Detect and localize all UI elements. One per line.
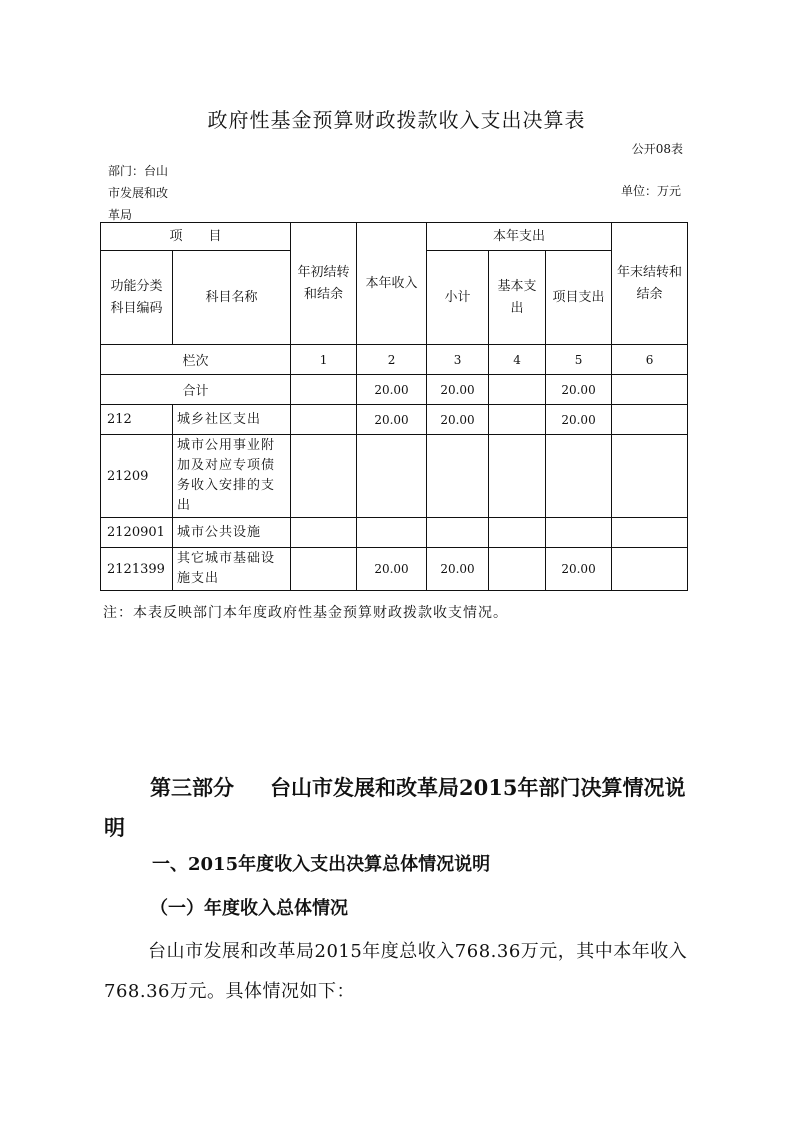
table-title: 政府性基金预算财政拨款收入支出决算表 [207,108,586,132]
col-number: 2 [357,345,427,375]
col-row-label: 栏次 [101,345,291,375]
fund-budget-table [100,222,688,591]
table-cell [612,435,688,518]
col-number: 3 [427,345,489,375]
table-cell [489,518,546,548]
table-cell: 20.00 [546,375,612,405]
section-title: 台山市发展和改革局2015年部门决算情况说明 [104,775,686,840]
header-end-balance: 年末结转和结余 [612,223,688,345]
body-paragraph: 台山市发展和改革局2015年度总收入768.36万元，其中本年收入768.36万元。具体情况如下： [104,941,688,1002]
department-label: 部门：台山市发展和改革局 [108,164,169,222]
form-number: 公开08表 [631,142,683,156]
table-cell: 20.00 [546,548,612,591]
row-code: 212 [101,405,173,435]
table-cell [291,375,357,405]
table-cell [291,435,357,518]
table-cell [489,548,546,591]
total-label: 合计 [101,375,291,405]
header-begin-balance: 年初结转和结余 [291,223,357,345]
header-func-code: 功能分类科目编码 [101,251,173,345]
row-name: 其它城市基础设施支出 [173,548,291,591]
header-project: 项目支出 [546,251,612,345]
total-row [101,375,688,405]
table-cell [489,405,546,435]
table-cell: 20.00 [357,405,427,435]
column-number-row [101,345,688,375]
table-cell [612,548,688,591]
header-expense: 本年支出 [427,223,612,251]
table-note: 注：本表反映部门本年度政府性基金预算财政拨款收支情况。 [103,605,508,621]
col-number: 6 [612,345,688,375]
table-cell [291,548,357,591]
row-name: 城市公共设施 [173,518,291,548]
table-cell [612,375,688,405]
table-cell: 20.00 [546,405,612,435]
table-cell [357,435,427,518]
table-cell [427,518,489,548]
table-cell [612,518,688,548]
row-name: 城乡社区支出 [173,405,291,435]
table-cell: 20.00 [357,548,427,591]
table-cell [546,435,612,518]
header-row-1 [101,223,688,251]
table-cell: 20.00 [427,405,489,435]
unit-label: 单位：万元 [620,184,681,198]
table-cell: 20.00 [427,375,489,405]
section-part: 第三部分 [150,775,234,800]
table-row [101,405,688,435]
table-row [101,518,688,548]
header-item: 项 目 [101,223,291,251]
header-basic: 基本支出 [489,251,546,345]
col-number: 5 [546,345,612,375]
heading-level-1: 一、2015年度收入支出决算总体情况说明 [152,854,491,875]
header-subtotal: 小计 [427,251,489,345]
table-cell [546,518,612,548]
table-cell [357,518,427,548]
table-cell [427,435,489,518]
col-number: 1 [291,345,357,375]
table-row [101,548,688,591]
row-code: 21209 [101,435,173,518]
table-cell [489,375,546,405]
table-cell: 20.00 [427,548,489,591]
table-cell: 20.00 [357,375,427,405]
table-cell [612,405,688,435]
section-heading [104,768,704,848]
table-cell [291,405,357,435]
col-number: 4 [489,345,546,375]
row-name: 城市公用事业附加及对应专项债务收入安排的支出 [173,435,291,518]
table-row [101,435,688,518]
header-subject-name: 科目名称 [173,251,291,345]
heading-level-2: （一）年度收入总体情况 [150,898,348,919]
row-code: 2121399 [101,548,173,591]
table-cell [489,435,546,518]
table-cell [291,518,357,548]
row-code: 2120901 [101,518,173,548]
header-income: 本年收入 [357,223,427,345]
